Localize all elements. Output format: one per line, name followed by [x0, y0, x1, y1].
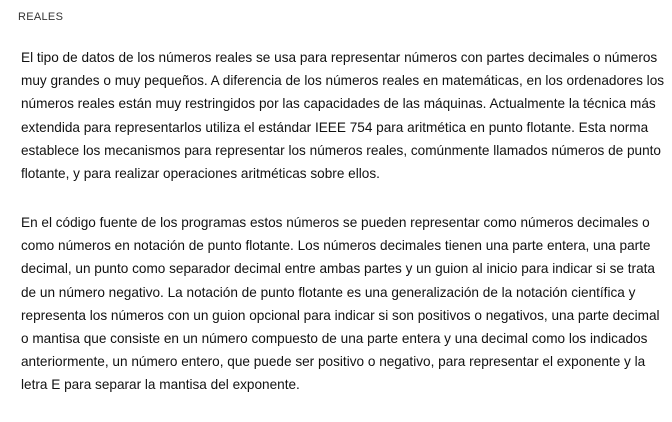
- paragraph-real-numbers-intro: El tipo de datos de los números reales se usa para representar números con partes decimales o números muy grandes o muy pequeños. A diferencia de los números reales en matemáticas, en los ordenadores los números reales están muy restringidos por las capacidades de las máquinas. Actualmente la técnica más extendida para representarlos utiliza el estándar IEEE 754 para aritmética en punto flotante. Esta norma establece los mecanismos para representar los números reales, comúnmente llamados números de punto flotante, y para realizar operaciones aritméticas sobre ellos.: [21, 50, 665, 182]
- section-heading: REALES: [18, 11, 64, 23]
- paragraph-real-numbers-notation: En el código fuente de los programas estos números se pueden representar como números decimales o como números en notación de punto flotante. Los números decimales tienen una parte entera, una parte decimal, un punto como separador decimal entre ambas partes y un guion al inicio para indicar si se trata de un número negativo. La notación de punto flotante es una generalización de la notación científica y representa los números con un guion opcional para indicar si son positivos o negativos, una parte decimal o mantisa que consiste en un número compuesto de una parte entera y una decimal como los indicados anteriormente, un número entero, que puede ser positivo o negativo, para representar el exponente y la letra E para separar la mantisa del exponente.: [21, 215, 660, 393]
